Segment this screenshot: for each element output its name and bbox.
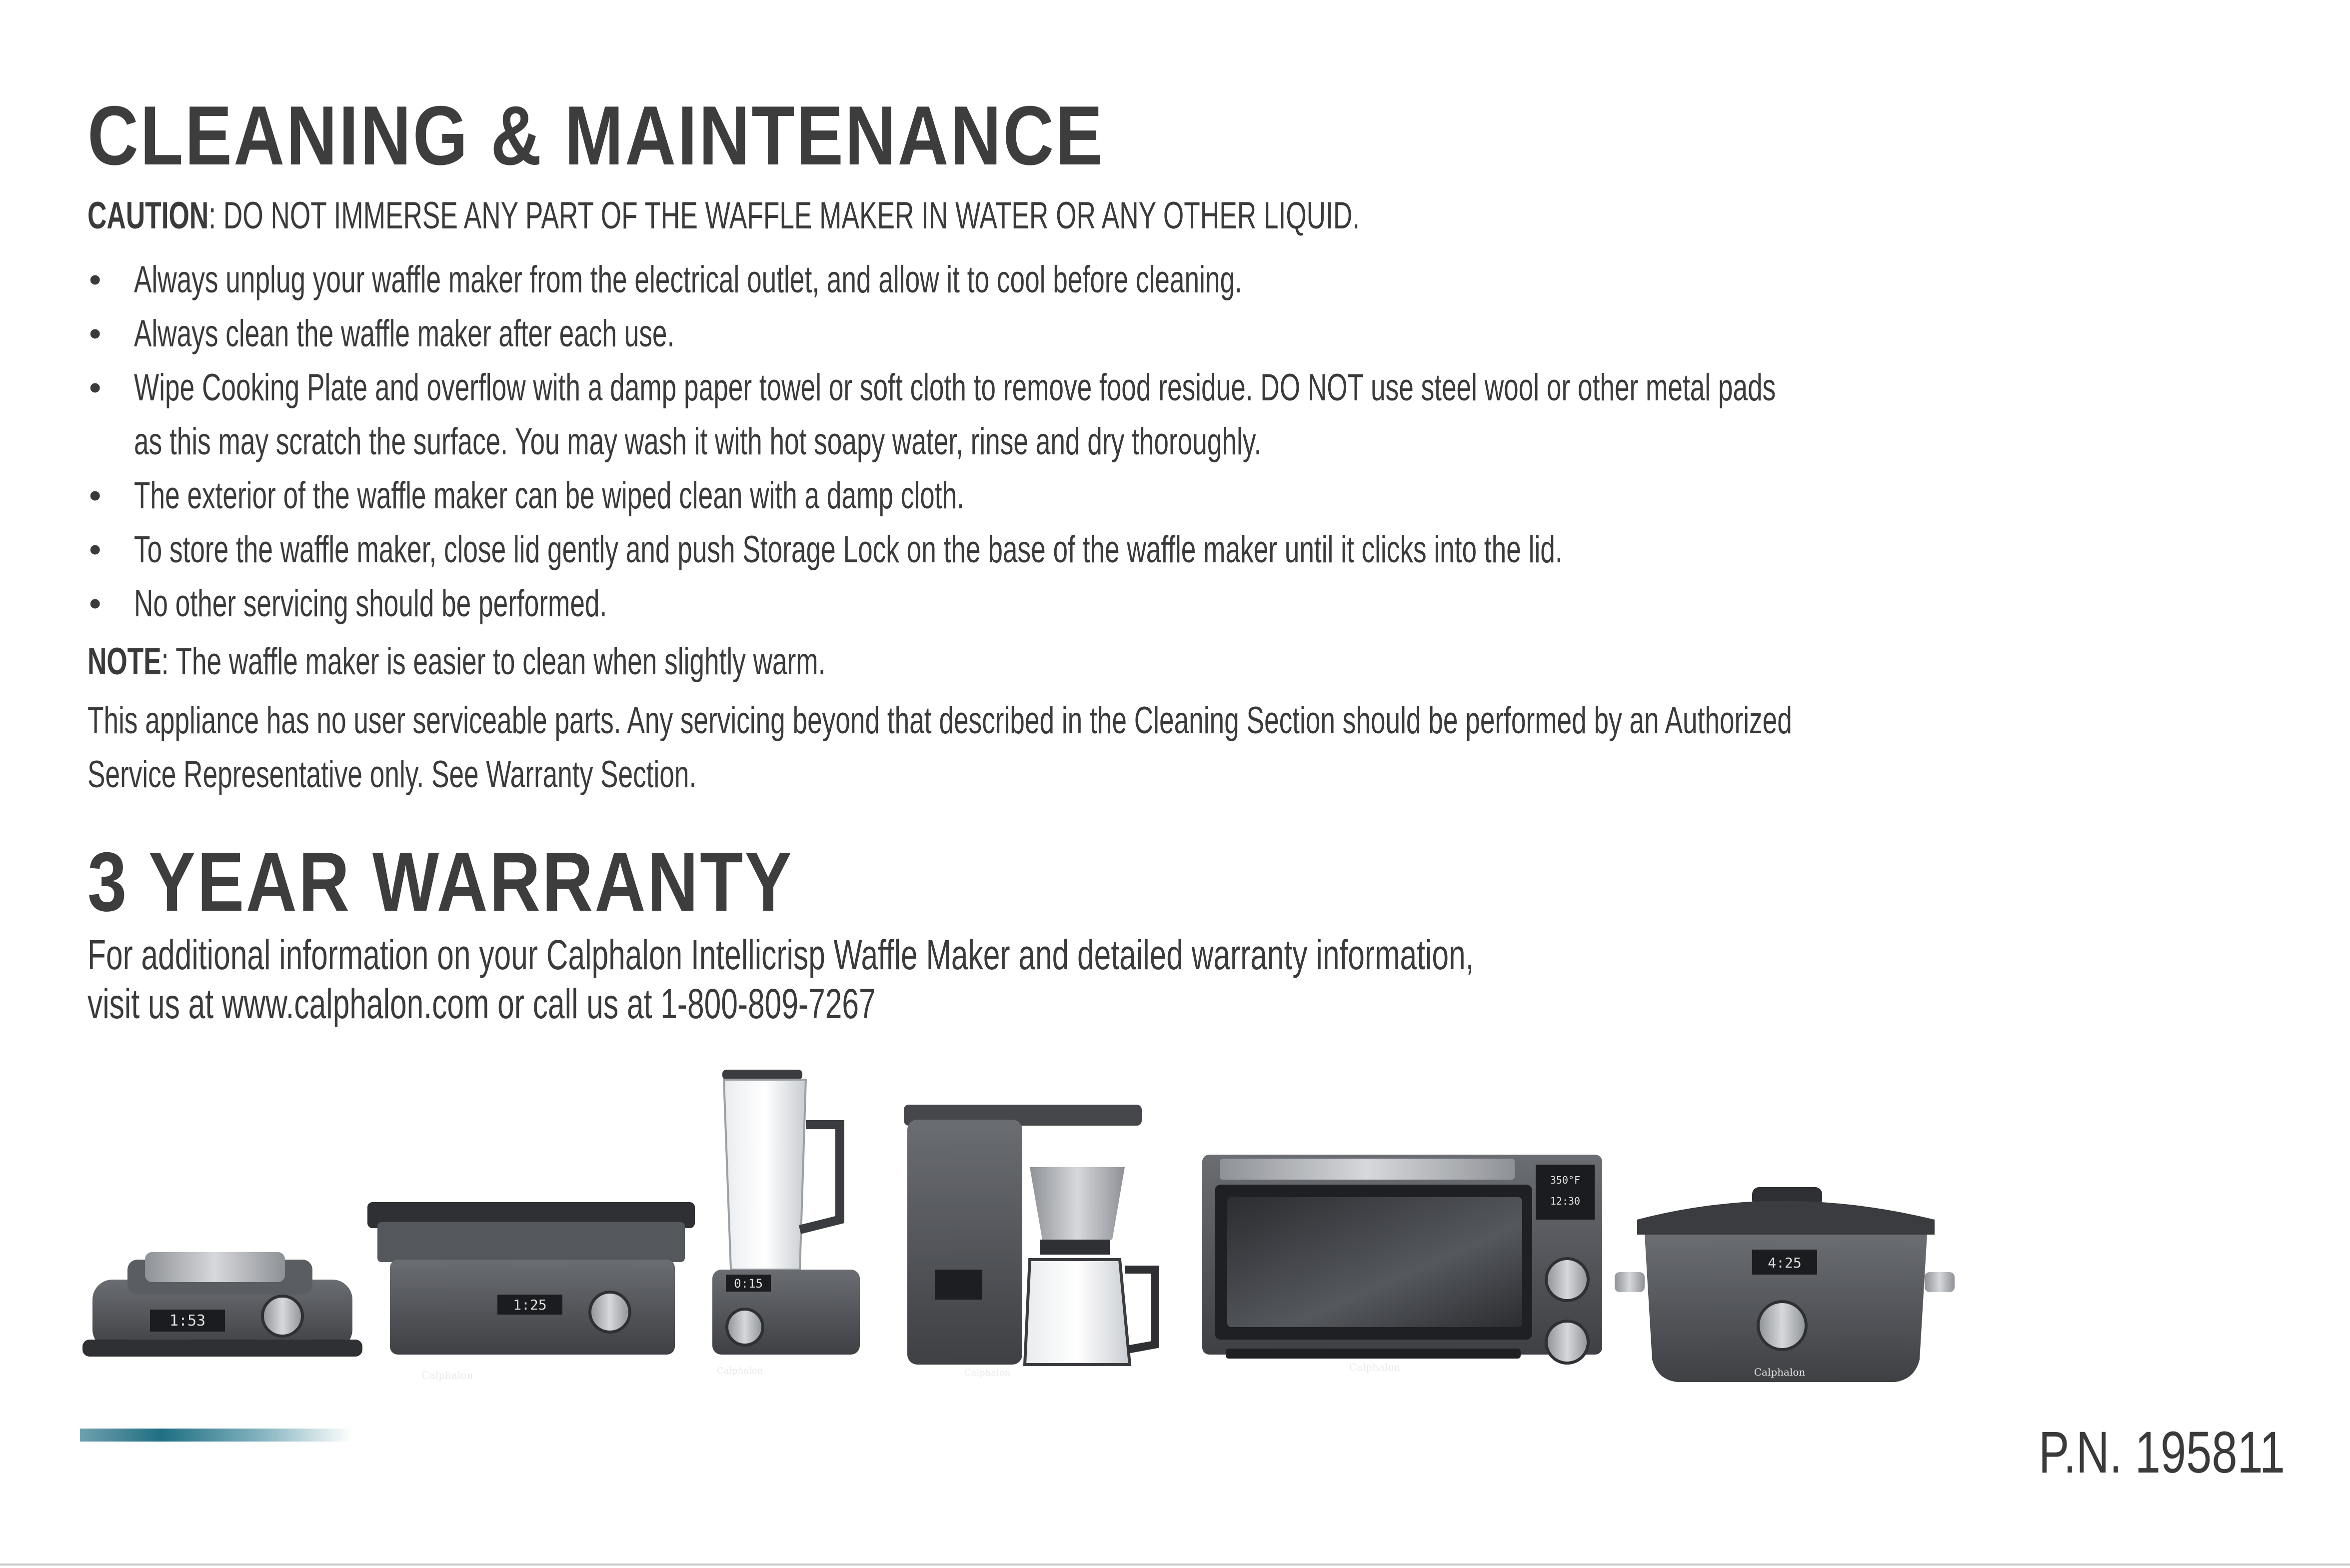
bullet-dot: • <box>89 530 101 569</box>
part-number: P.N. 195811 <box>2038 1420 2285 1486</box>
toaster-oven-illustration <box>1202 1155 1602 1373</box>
service-line: This appliance has no user serviceable parts. Any servicing beyond that described in the Cleaning Section should be performed by an Authorized <box>87 699 1792 742</box>
bullet-item: The exterior of the waffle maker can be wiped clean with a damp cloth. <box>134 474 964 517</box>
cooker-brand-text: Calphalon <box>1754 1366 1806 1378</box>
bullet-dot: • <box>89 368 101 407</box>
bottom-rule <box>0 1564 2350 1566</box>
oven-time-display-text: 12:30 <box>1550 1195 1581 1207</box>
grill-display-text: 1:25 <box>513 1297 547 1313</box>
bullet-dot: • <box>89 260 101 299</box>
bullet-item: Always clean the waffle maker after each use. <box>134 312 675 355</box>
oven-brand-text: Calphalon <box>1349 1361 1401 1373</box>
waffle-display-text: 1:53 <box>169 1312 206 1330</box>
waffle-maker-illustration <box>82 1252 362 1357</box>
coffee-maker-illustration <box>904 1105 1155 1378</box>
product-lineup-image <box>0 1050 2350 1430</box>
note-line <box>87 640 826 683</box>
coffee-brand-text: Calphalon <box>964 1368 1011 1378</box>
slow-cooker-illustration <box>1615 1187 1955 1382</box>
bullet-item: No other servicing should be performed. <box>134 582 607 625</box>
bullet-dot: • <box>89 476 101 515</box>
grill-illustration <box>367 1202 695 1381</box>
blender-brand-text: Calphalon <box>716 1366 763 1376</box>
warranty-heading: 3 YEAR WARRANTY <box>87 835 794 929</box>
oven-temp-display-text: 350°F <box>1550 1174 1581 1186</box>
bullet-item: To store the waffle maker, close lid gently and push Storage Lock on the base of the waffle maker until it clicks into the lid. <box>134 528 1563 571</box>
bullet-item: Wipe Cooking Plate and overflow with a damp paper towel or soft cloth to remove food residue. DO NOT use steel wool or other metal pads <box>134 366 1776 409</box>
caution-text: : DO NOT IMMERSE ANY PART OF THE WAFFLE MAKER IN WATER OR ANY OTHER LIQUID. <box>208 194 1360 237</box>
warranty-line: For additional information on your Calphalon Intellicrisp Waffle Maker and detailed warranty information, <box>87 931 1474 978</box>
warranty-line: visit us at www.calphalon.com or call us at 1-800-809-7267 <box>87 980 876 1027</box>
grill-brand-text: Calphalon <box>421 1369 473 1381</box>
accent-gradient-bar <box>80 1429 352 1442</box>
bullet-dot: • <box>89 314 101 353</box>
blender-illustration <box>712 1070 860 1376</box>
cooker-display-text: 4:25 <box>1768 1255 1802 1271</box>
bullet-item-continuation: as this may scratch the surface. You may wash it with hot soapy water, rinse and dry thoroughly. <box>134 420 1262 463</box>
cleaning-heading: CLEANING & MAINTENANCE <box>87 88 1104 182</box>
blender-display-text: 0:15 <box>734 1277 763 1291</box>
caution-label: CAUTION <box>87 194 209 237</box>
caution-line <box>87 194 1360 237</box>
service-line: Service Representative only. See Warranty Section. <box>87 753 697 796</box>
bullet-item: Always unplug your waffle maker from the electrical outlet, and allow it to cool before cleaning. <box>134 258 1242 301</box>
note-text: : The waffle maker is easier to clean when slightly warm. <box>161 640 826 683</box>
note-label: NOTE <box>87 640 161 683</box>
bullet-dot: • <box>89 584 101 623</box>
